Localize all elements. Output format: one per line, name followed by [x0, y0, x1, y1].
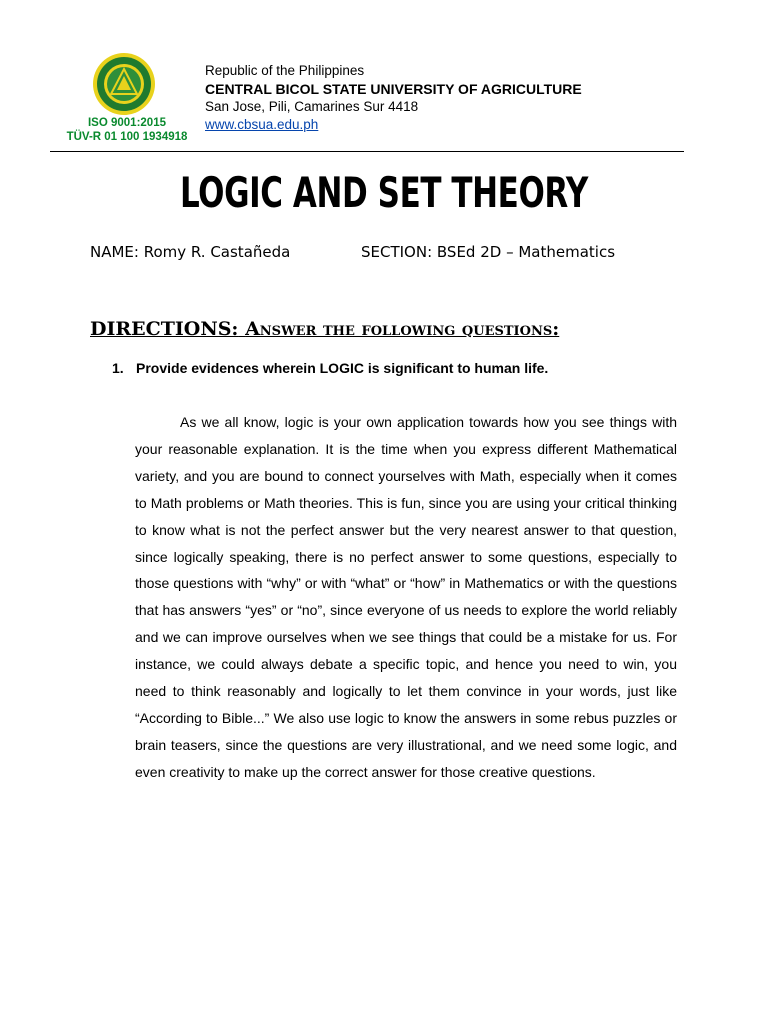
answer-paragraph: As we all know, logic is your own application towards how you see things with your reasonable explanation. It is the time when you express different Mathematical variety, and you are bound to connect yourselves with Math, especially when it comes to Math problems or Math theories. This is fun, since you are using your critical thinking to know what is not the perfect answer but the very nearest answer to that question, since logically speaking, there is no perfect answer to some questions, especially to those questions with “why” or with “what” or “how” in Mathematics or with the questions that has answers “yes” or “no”, since everyone of us needs to explore the world reliably and we can improve ourselves when we see things that could be a mistake for us. For instance, we could always debate a specific topic, and hence you need to win, you need to think reasonably and logically to let them convince in your words, just like “According to Bible...” We also use logic to know the answers in some rebus puzzles or brain teasers, since the questions are very illustrational, and we need some logic, and even creativity to make up the correct answer for those creative questions.	[135, 414, 677, 780]
iso-line-2: TÜV-R 01 100 1934918	[66, 131, 188, 143]
document-title: LOGIC AND SET THEORY	[180, 168, 588, 217]
question-number: 1.	[112, 360, 124, 376]
student-name: NAME: Romy R. Castañeda	[90, 243, 291, 261]
directions-heading	[90, 318, 559, 340]
header-divider	[50, 151, 684, 152]
iso-certification	[52, 116, 202, 144]
republic-text: Republic of the Philippines	[205, 63, 365, 78]
student-section: SECTION: BSEd 2D – Mathematics	[361, 243, 616, 261]
university-header	[205, 62, 582, 134]
directions-label: DIRECTIONS:	[90, 318, 239, 340]
directions-text: Answer the following questions:	[245, 318, 560, 340]
university-name: CENTRAL BICOL STATE UNIVERSITY OF AGRICULTURE	[205, 81, 582, 97]
university-seal-logo	[92, 52, 156, 116]
question-item	[112, 360, 548, 376]
university-address: San Jose, Pili, Camarines Sur 4418	[205, 99, 419, 114]
answer-body	[135, 409, 677, 786]
website-link[interactable]: www.cbsua.edu.ph	[205, 117, 319, 132]
question-text: Provide evidences wherein LOGIC is significant to human life.	[136, 360, 549, 376]
iso-line-1: ISO 9001:2015	[87, 117, 166, 129]
